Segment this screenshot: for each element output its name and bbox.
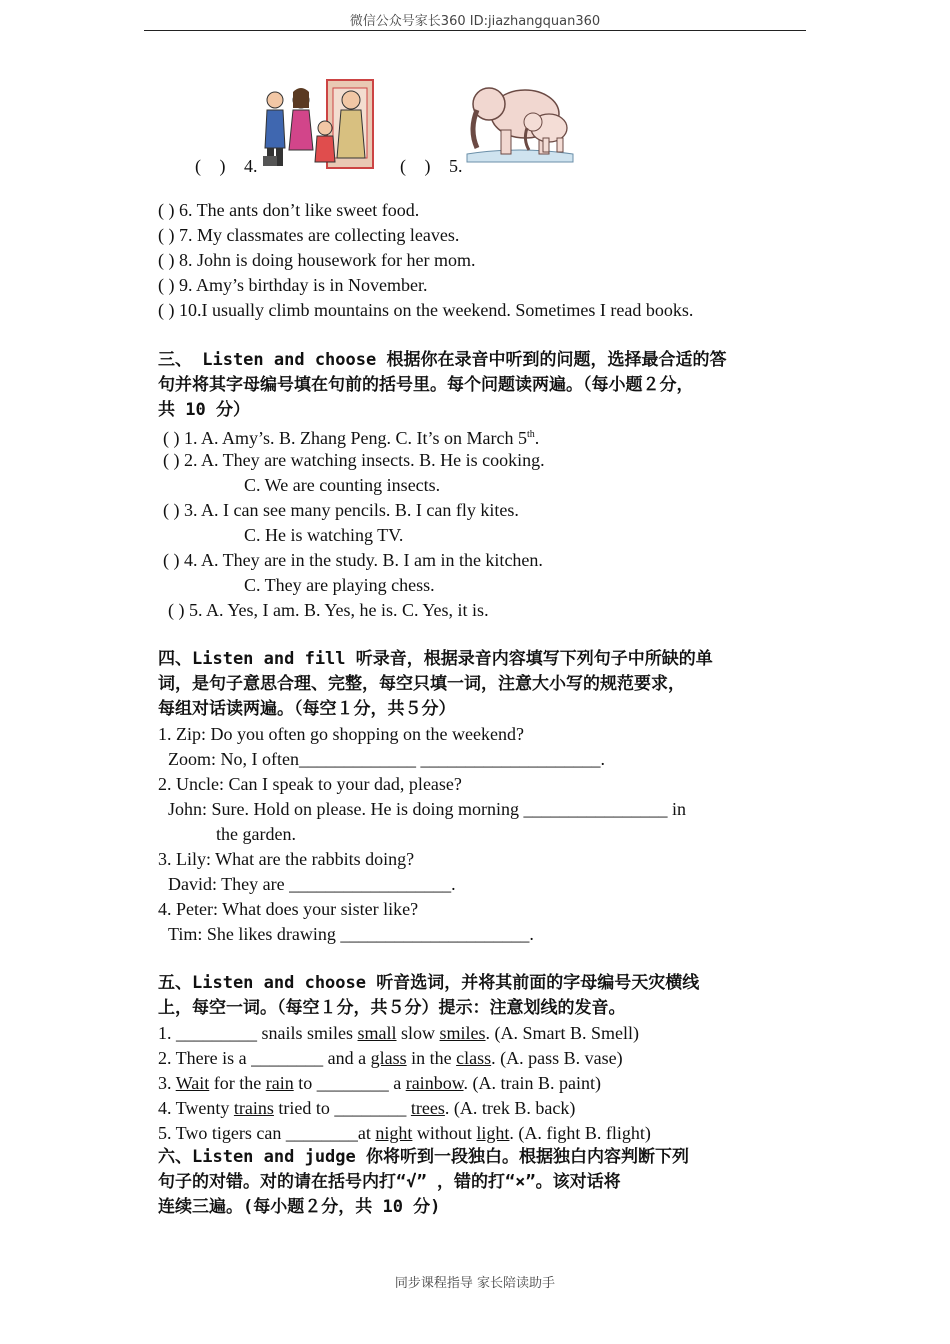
part4-line4: John: Sure. Hold on please. He is doing morning ________________ in bbox=[168, 799, 686, 819]
underlined-word: trees bbox=[410, 1098, 445, 1118]
underlined-word: rainbow bbox=[405, 1073, 464, 1093]
family-greeting-picture bbox=[263, 78, 375, 170]
q5-label: ( ) 5. bbox=[400, 156, 463, 176]
page-footer: 同步课程指导 家长陪读助手 bbox=[394, 1276, 556, 1291]
text: 2. There is a ________ and a bbox=[158, 1048, 371, 1068]
part4-line2: Zoom: No, I often_____________ ____________________. bbox=[168, 749, 605, 769]
part4-line8: 4. Peter: What does your sister like? bbox=[158, 899, 419, 919]
part5-s3 bbox=[158, 1071, 601, 1095]
page-header: 微信公众号家长360 ID:jiazhangquan360 bbox=[349, 14, 601, 29]
text: to ________ a bbox=[293, 1073, 406, 1093]
underlined-word: trains bbox=[233, 1098, 274, 1118]
text: . (A. fight B. flight) bbox=[509, 1123, 651, 1143]
statement-6: ( ) 6. The ants don’t like sweet food. bbox=[158, 200, 420, 220]
text: without bbox=[412, 1123, 477, 1143]
text: 1. _________ snails smiles bbox=[158, 1023, 358, 1043]
underlined-word: night bbox=[375, 1123, 413, 1143]
part5-s1 bbox=[158, 1021, 639, 1045]
ordinal-suffix: th bbox=[526, 429, 535, 440]
part5-s5 bbox=[158, 1121, 651, 1145]
part4-line7: David: They are __________________. bbox=[168, 874, 456, 894]
part6-title-line2: 句子的对错。对的请在括号内打“√” ，错的打“×”。该对话将 bbox=[158, 1172, 621, 1192]
part4-line5: the garden. bbox=[216, 824, 296, 844]
underlined-word: light bbox=[476, 1123, 510, 1143]
part3-q1-end: . bbox=[534, 428, 540, 448]
statement-9: ( ) 9. Amy’s birthday is in November. bbox=[158, 275, 428, 295]
part5-title-line1: 五、Listen and choose 听音选词，并将其前面的字母编号天灾横线 bbox=[158, 973, 700, 993]
part3-title-line2: 句并将其字母编号填在句前的括号里。每个问题读两遍。（每小题２分， bbox=[158, 375, 694, 395]
text: for the bbox=[209, 1073, 266, 1093]
underlined-word: glass bbox=[370, 1048, 407, 1068]
text: . (A. pass B. vase) bbox=[491, 1048, 623, 1068]
part3-q3-option-c: C. He is watching TV. bbox=[244, 525, 404, 545]
part4-line3: 2. Uncle: Can I speak to your dad, please? bbox=[158, 774, 462, 794]
part4-line6: 3. Lily: What are the rabbits doing? bbox=[158, 849, 415, 869]
text: 5. Two tigers can ________at bbox=[158, 1123, 376, 1143]
underlined-word: small bbox=[357, 1023, 397, 1043]
text: . (A. train B. paint) bbox=[463, 1073, 602, 1093]
text: 4. Twenty bbox=[158, 1098, 234, 1118]
text: . (A. trek B. back) bbox=[444, 1098, 576, 1118]
statement-8: ( ) 8. John is doing housework for her mom. bbox=[158, 250, 476, 270]
part4-title-line2: 词，是句子意思合理、完整，每空只填一词，注意大小写的规范要求， bbox=[158, 674, 685, 694]
part3-q2: ( ) 2. A. They are watching insects. B. He is cooking. bbox=[163, 450, 545, 470]
part4-line1: 1. Zip: Do you often go shopping on the weekend? bbox=[158, 724, 524, 744]
underlined-word: rain bbox=[265, 1073, 294, 1093]
part4-title-line3: 每组对话读两遍。（每空１分，共５分） bbox=[158, 699, 456, 719]
header-rule bbox=[144, 30, 806, 31]
underlined-word: smiles bbox=[439, 1023, 486, 1043]
part3-q1 bbox=[163, 423, 539, 450]
part6-title-line1: 六、Listen and judge 你将听到一段独白。根据独白内容判断下列 bbox=[158, 1147, 689, 1167]
statement-7: ( ) 7. My classmates are collecting leaves. bbox=[158, 225, 460, 245]
part4-title-line1: 四、Listen and fill 听录音，根据录音内容填写下列句子中所缺的单 bbox=[158, 649, 713, 669]
text: in the bbox=[406, 1048, 457, 1068]
text: . (A. Smart B. Smell) bbox=[485, 1023, 640, 1043]
grandpa-head bbox=[342, 91, 360, 109]
underlined-word: Wait bbox=[175, 1073, 210, 1093]
part5-s2 bbox=[158, 1046, 623, 1070]
part5-s4 bbox=[158, 1096, 575, 1120]
part5-title-line2: 上，每空一词。（每空１分，共５分）提示：注意划线的发音。 bbox=[158, 998, 626, 1018]
part3-q5: ( ) 5. A. Yes, I am. B. Yes, he is. C. Yes, it is. bbox=[168, 600, 489, 620]
part4-line9: Tim: She likes drawing _____________________. bbox=[168, 924, 534, 944]
q4-label: ( ) 4. bbox=[195, 156, 258, 176]
part3-q3: ( ) 3. A. I can see many pencils. B. I can fly kites. bbox=[163, 500, 519, 520]
text: 3. bbox=[158, 1073, 176, 1093]
text: slow bbox=[396, 1023, 440, 1043]
elephants-picture bbox=[463, 70, 575, 166]
part3-q1-text: ( ) 1. A. Amy’s. B. Zhang Peng. C. It’s on March 5 bbox=[163, 428, 527, 448]
part3-q2-option-c: C. We are counting insects. bbox=[244, 475, 441, 495]
underlined-word: class bbox=[456, 1048, 492, 1068]
part6-title-line3: 连续三遍。(每小题２分，共 10 分) bbox=[158, 1197, 441, 1217]
text: tried to ________ bbox=[273, 1098, 411, 1118]
part3-title-line3: 共 10 分） bbox=[158, 400, 250, 420]
statement-10: ( ) 10.I usually climb mountains on the weekend. Sometimes I read books. bbox=[158, 300, 694, 320]
part3-q4-option-c: C. They are playing chess. bbox=[244, 575, 435, 595]
part3-title-line1: 三、 Listen and choose 根据你在录音中听到的问题，选择最合适的答 bbox=[158, 350, 727, 370]
part3-q4: ( ) 4. A. They are in the study. B. I am in the kitchen. bbox=[163, 550, 543, 570]
